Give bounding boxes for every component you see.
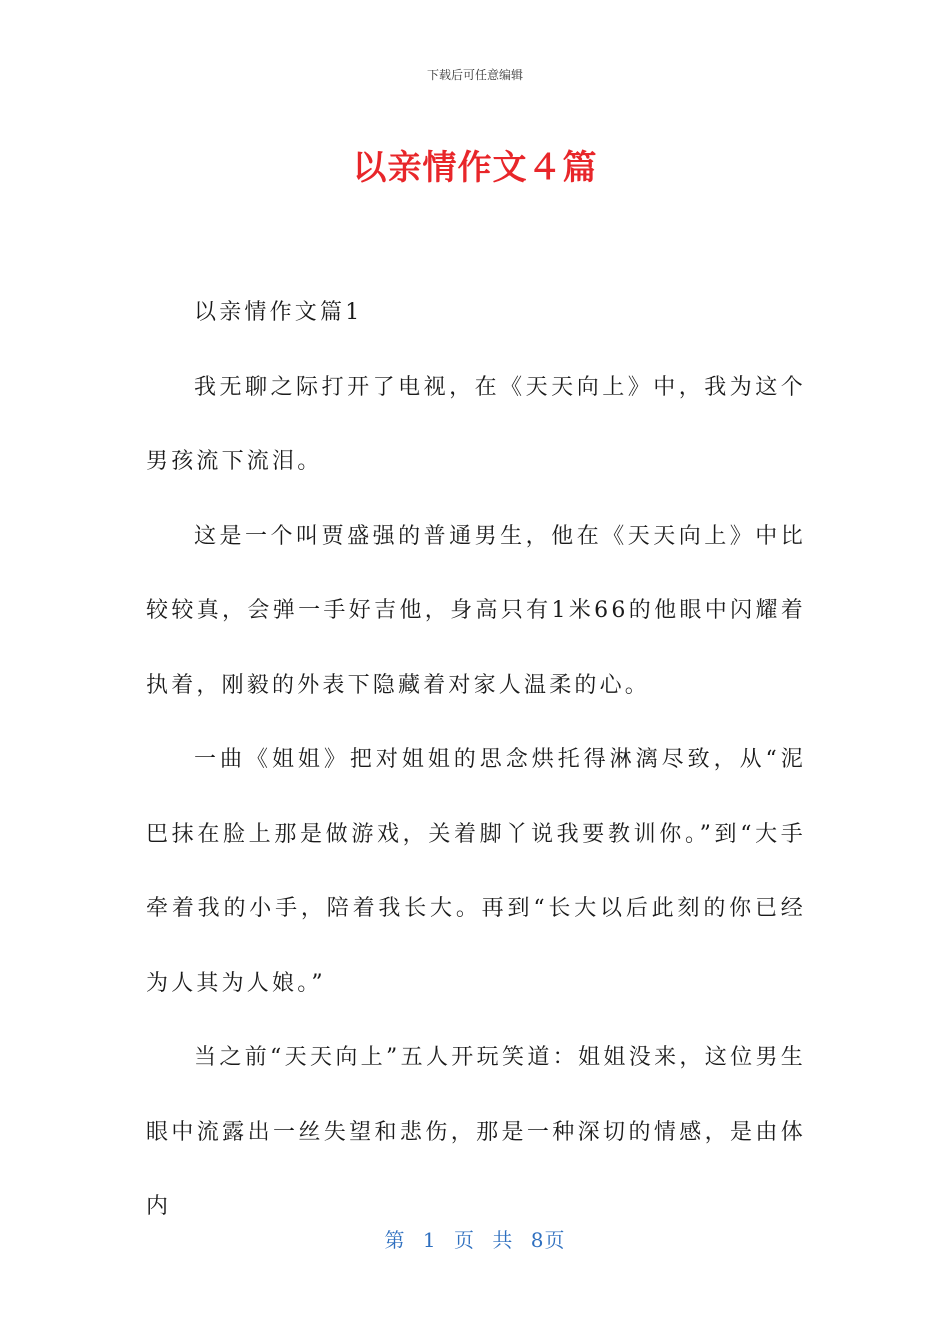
paragraph: 我无聊之际打开了电视，在《天天向上》中，我为这个男孩流下流泪。: [146, 374, 806, 474]
document-body: [146, 276, 806, 1245]
page-label-mid: 页: [454, 1228, 475, 1252]
paragraph: 当之前“天天向上”五人开玩笑道：姐姐没来，这位男生眼中流露出一丝失望和悲伤，那是一种深切的情感，是由体内: [146, 1045, 806, 1219]
page-total-prefix: 共: [492, 1228, 514, 1252]
page-footer: [0, 1224, 950, 1253]
document-title: 以亲情作文４篇: [352, 148, 598, 188]
page-current-number: 1: [422, 1228, 437, 1252]
header-note: 下载后可任意编辑: [426, 68, 523, 82]
page-label-prefix: 第: [384, 1228, 406, 1252]
paragraph: 一曲《姐姐》把对姐姐的思念烘托得淋漓尽致，从“泥巴抹在脸上那是做游戏，关着脚丫说我要教训你。”到“大手牵着我的小手，陪着我长大。再到“长大以后此刻的你已经为人其为人娘。”: [146, 747, 806, 996]
paragraph: 这是一个叫贾盛强的普通男生，他在《天天向上》中比较较真，会弹一手好吉他，身高只有1米66的他眼中闪耀着执着，刚毅的外表下隐藏着对家人温柔的心。: [146, 523, 806, 698]
paragraph-section-heading: 以亲情作文篇1: [194, 300, 363, 325]
page-total-number: 8页: [530, 1228, 566, 1252]
